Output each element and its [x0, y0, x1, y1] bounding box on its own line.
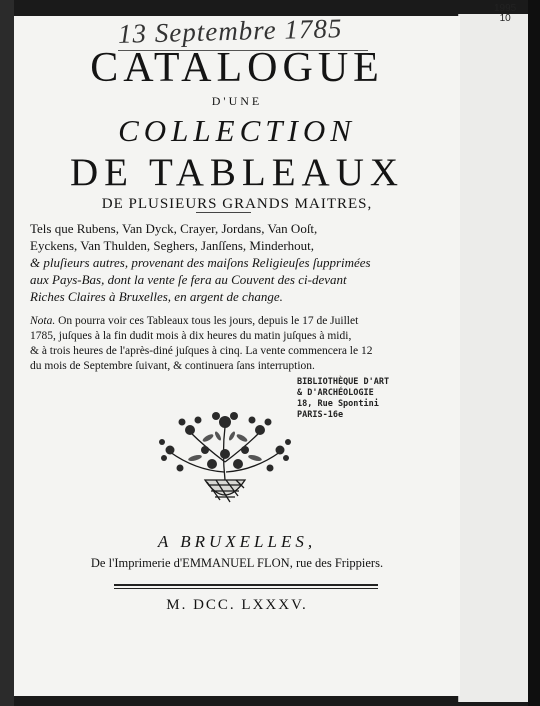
imprint-place: A BRUXELLES, [157, 532, 317, 551]
nota-paragraph [30, 314, 442, 374]
title-dune: D'UNE [211, 94, 263, 108]
imprint-printer: De l'Imprimerie d'EMMANUEL FLON, rue des Frippiers. [90, 556, 384, 570]
imprint-rule [114, 588, 378, 589]
imprint-rule [114, 584, 378, 586]
imprint-year: M. DCC. LXXXV. [166, 597, 308, 613]
shelfmark-line: 1995 [494, 3, 517, 14]
paragraph-line: & à trois heures de l'après-diné juſques à cinq. La vente commencera le 12 [30, 345, 373, 357]
shelfmark [494, 4, 516, 24]
stamp-line: 18, Rue Spontini [297, 399, 379, 409]
scan-right-edge [528, 0, 540, 706]
shelfmark-line: 10 [499, 13, 511, 24]
paragraph-line: & pluſieurs autres, provenant des maiſons Religieuſes ſupprimées [30, 255, 371, 270]
title-de-tableaux: DE TABLEAUX [69, 151, 405, 194]
back-sheet [458, 14, 529, 702]
title-collection: COLLECTION [118, 113, 356, 148]
paragraph-line: Riches Claires à Bruxelles, en argent de change. [30, 289, 283, 304]
handwritten-date: 13 Septembre 1785 [117, 13, 343, 49]
floral-basket-vignette-icon [150, 392, 300, 510]
artists-paragraph [30, 220, 442, 305]
scan-left-edge [0, 0, 14, 706]
paragraph-line: du mois de Septembre ſuivant, & continuera ſans interruption. [30, 360, 315, 372]
nota-label: Nota. [30, 315, 56, 327]
paragraph-line: aux Pays-Bas, dont la vente ſe fera au Couvent des ci-devant [30, 272, 347, 287]
paragraph-text: On pourra voir ces Tableaux tous les jours, depuis le 17 de Juillet [58, 315, 359, 327]
paragraph-line: Eyckens, Van Thulden, Seghers, Janſſens, Minderhout, [30, 238, 315, 253]
paragraph-line [30, 314, 442, 329]
stamp-line: BIBLIOTHÈQUE D'ART [297, 377, 390, 387]
paragraph-line: Tels que Rubens, Van Dyck, Crayer, Jordans, Van Ooſt, [30, 221, 318, 236]
title-catalogue: CATALOGUE [90, 45, 384, 91]
subtitle: DE PLUSIEURS GRANDS MAITRES, [101, 196, 373, 212]
stamp-line: PARIS-16e [297, 410, 344, 420]
paragraph-line: 1785, juſques à la fin dudit mois à dix heures du matin juſques à midi, [30, 330, 352, 342]
library-stamp [297, 377, 390, 421]
subtitle-underline [196, 212, 251, 213]
stamp-line: & D'ARCHÉOLOGIE [297, 388, 374, 398]
